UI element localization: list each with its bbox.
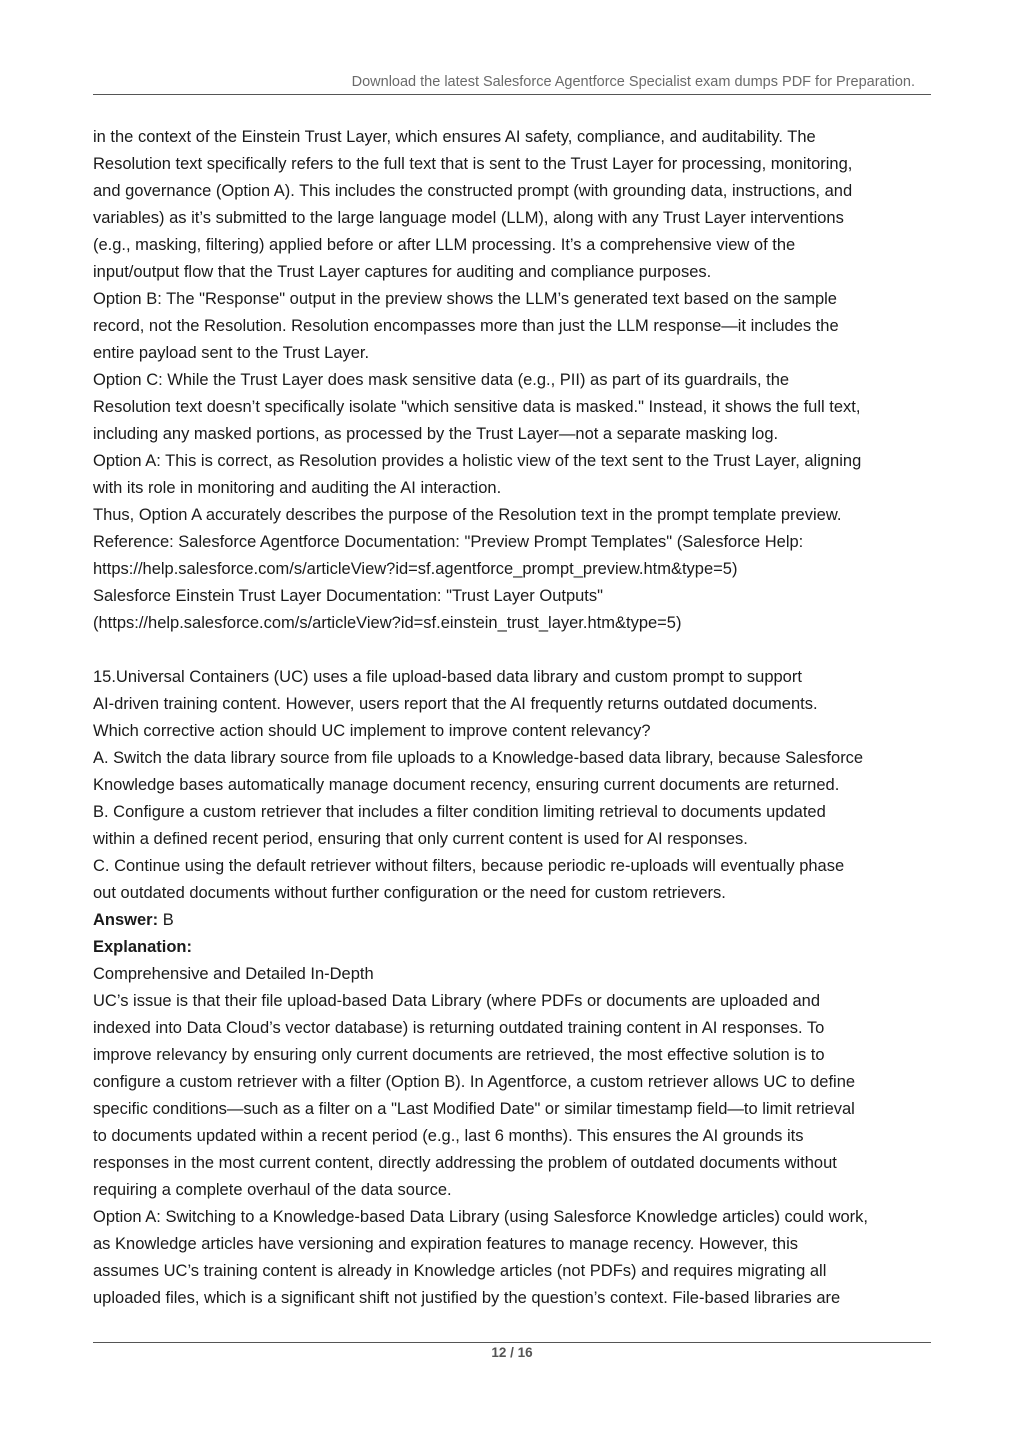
question-text: AI-driven training content. However, users report that the AI frequently returns outdated documents. — [93, 695, 818, 713]
explanation-line: specific conditions—such as a filter on a "Last Modified Date" or similar timestamp field—to limit retrieval — [93, 1100, 855, 1118]
answer-line — [93, 907, 943, 934]
text-line: (e.g., masking, filtering) applied before or after LLM processing. It’s a comprehensive view of the — [93, 236, 796, 254]
option-c: C. Continue using the default retriever without filters, because periodic re-uploads will eventually phase — [93, 857, 845, 875]
explanation-line: as Knowledge articles have versioning and expiration features to manage recency. However, this — [93, 1235, 799, 1253]
question-text: 15.Universal Containers (UC) uses a file upload-based data library and custom prompt to support — [93, 668, 802, 686]
explanation-line: configure a custom retriever with a filter (Option B). In Agentforce, a custom retriever allows UC to define — [93, 1073, 856, 1091]
paragraph-gap — [93, 637, 943, 664]
explanation-line: indexed into Data Cloud’s vector database) is returning outdated training content in AI responses. To — [93, 1019, 825, 1037]
text-line: (https://help.salesforce.com/s/articleView?id=sf.einstein_trust_layer.htm&type=5) — [93, 614, 682, 632]
answer-label: Answer: — [93, 911, 159, 929]
explanation-body — [93, 961, 943, 1312]
page-header — [93, 72, 931, 95]
text-line: Thus, Option A accurately describes the purpose of the Resolution text in the prompt template preview. — [93, 506, 842, 524]
text-line: Option B: The "Response" output in the preview shows the LLM’s generated text based on the sample — [93, 290, 837, 308]
explanation-line: requiring a complete overhaul of the data source. — [93, 1181, 452, 1199]
footer-divider — [93, 1342, 931, 1343]
option-c: out outdated documents without further configuration or the need for custom retrievers. — [93, 884, 726, 902]
text-line: including any masked portions, as processed by the Trust Layer—not a separate masking log. — [93, 425, 779, 443]
text-line: Resolution text specifically refers to the full text that is sent to the Trust Layer for processing, monitoring, — [93, 155, 853, 173]
text-line: Option A: This is correct, as Resolution provides a holistic view of the text sent to the Trust Layer, aligning — [93, 452, 862, 470]
text-line: Option C: While the Trust Layer does mask sensitive data (e.g., PII) as part of its guardrails, the — [93, 371, 790, 389]
text-line: record, not the Resolution. Resolution encompasses more than just the LLM response—it includes the — [93, 317, 839, 335]
explanation-line: Option A: Switching to a Knowledge-based Data Library (using Salesforce Knowledge articles) could work, — [93, 1208, 868, 1226]
text-line: input/output flow that the Trust Layer captures for auditing and compliance purposes. — [93, 263, 712, 281]
text-line: variables) as it’s submitted to the large language model (LLM), along with any Trust Layer interventions — [93, 209, 844, 227]
text-line: with its role in monitoring and auditing the AI interaction. — [93, 479, 502, 497]
explanation-line: UC’s issue is that their file upload-based Data Library (where PDFs or documents are uploaded and — [93, 992, 820, 1010]
text-line: Reference: Salesforce Agentforce Documentation: "Preview Prompt Templates" (Salesforce Help: — [93, 533, 804, 551]
question-text: Which corrective action should UC implement to improve content relevancy? — [93, 722, 651, 740]
text-line: and governance (Option A). This includes the constructed prompt (with grounding data, instructions, and — [93, 182, 853, 200]
question-15 — [93, 664, 943, 907]
explanation-line: to documents updated within a recent period (e.g., last 6 months). This ensures the AI grounds its — [93, 1127, 804, 1145]
text-line: in the context of the Einstein Trust Layer, which ensures AI safety, compliance, and auditability. The — [93, 128, 816, 146]
option-b: within a defined recent period, ensuring that only current content is used for AI responses. — [93, 830, 748, 848]
answer-value: B — [158, 911, 174, 929]
document-body — [93, 124, 943, 1312]
explanation-line: responses in the most current content, directly addressing the problem of outdated documents without — [93, 1154, 837, 1172]
text-line: entire payload sent to the Trust Layer. — [93, 344, 370, 362]
option-a: Knowledge bases automatically manage document recency, ensuring current documents are returned. — [93, 776, 840, 794]
explanation-line: Comprehensive and Detailed In-Depth — [93, 965, 374, 983]
explanation-line: assumes UC’s training content is already in Knowledge articles (not PDFs) and requires migrating all — [93, 1262, 827, 1280]
text-line: https://help.salesforce.com/s/articleView?id=sf.agentforce_prompt_preview.htm&type=5) — [93, 560, 738, 578]
option-a: A. Switch the data library source from file uploads to a Knowledge-based data library, because Salesforce — [93, 749, 864, 767]
text-line: Salesforce Einstein Trust Layer Documentation: "Trust Layer Outputs" — [93, 587, 604, 605]
page-number: 12 / 16 — [491, 1345, 533, 1360]
explanation-label: Explanation: — [93, 938, 193, 956]
text-line: Resolution text doesn’t specifically isolate "which sensitive data is masked." Instead, it shows the full text, — [93, 398, 861, 416]
explanation-line: uploaded files, which is a significant shift not justified by the question’s context. File-based libraries are — [93, 1289, 841, 1307]
explanation-line: improve relevancy by ensuring only current documents are retrieved, the most effective solution is to — [93, 1046, 825, 1064]
option-b: B. Configure a custom retriever that includes a filter condition limiting retrieval to documents updated — [93, 803, 826, 821]
paragraph-resolution — [93, 124, 943, 637]
header-text: Download the latest Salesforce Agentforce Specialist exam dumps PDF for Preparation. — [351, 74, 915, 90]
